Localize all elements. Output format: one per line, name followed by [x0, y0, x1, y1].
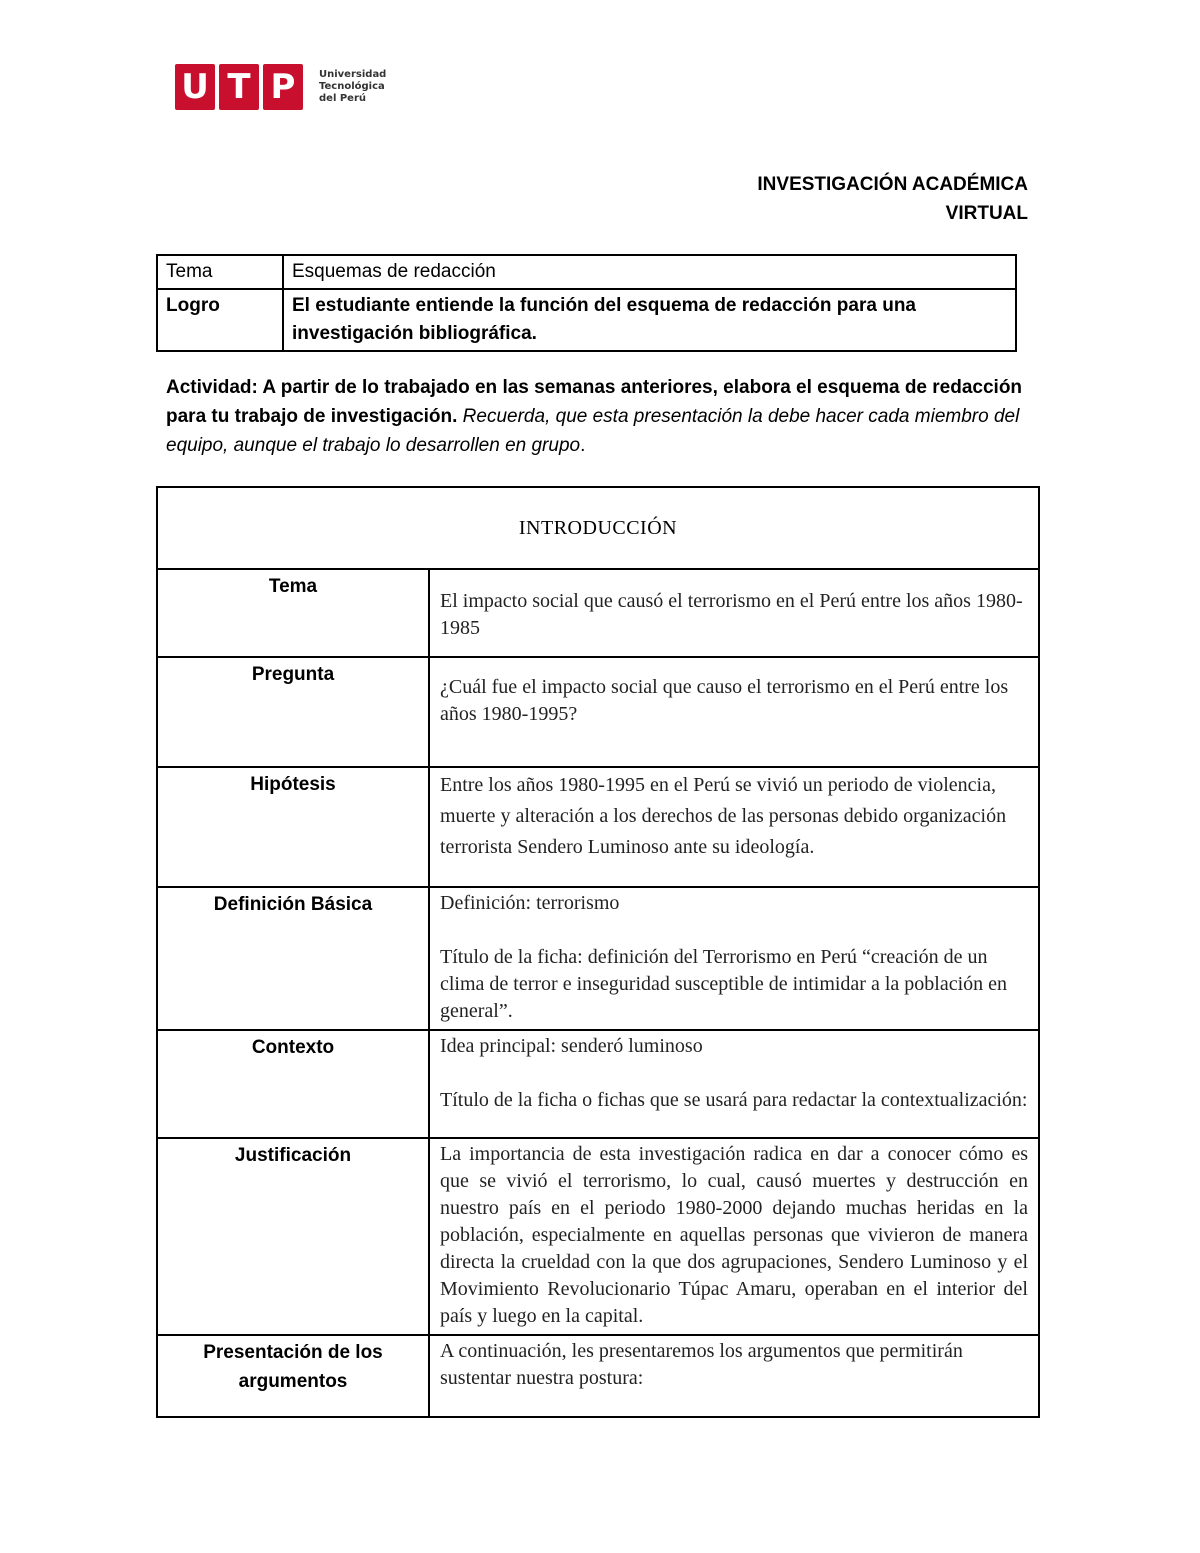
- logo-letter-t: T: [219, 64, 259, 110]
- activity-text: A partir de lo trabajado en las semanas anteriores, elabora el esquema de redacción para tu trabajo de investigación.: [166, 377, 1023, 427]
- logo-line-3: del Perú: [319, 93, 367, 104]
- logo-line-1: Universidad: [319, 69, 387, 80]
- row-text: ¿Cuál fue el impacto social que causo el terrorismo en el Perú entre los años 1980-1995?: [440, 676, 1009, 725]
- info-row-tema: [157, 255, 1016, 289]
- row-content-tema: [429, 569, 1039, 657]
- logo-letter-u: U: [175, 64, 215, 110]
- info-logro-label: Logro: [157, 289, 283, 351]
- activity-paragraph: [166, 373, 1036, 460]
- activity-end: .: [580, 435, 586, 456]
- row-label-argumentos: Presentación de los argumentos: [157, 1335, 429, 1417]
- info-table: [156, 254, 1017, 352]
- row-label-pregunta: Pregunta: [157, 657, 429, 767]
- introduction-table: [156, 486, 1040, 1418]
- row-label-justificacion: Justificación: [157, 1138, 429, 1335]
- header-line-1: INVESTIGACIÓN ACADÉMICA: [757, 174, 1028, 195]
- row-text: Definición: terrorismo: [440, 892, 620, 914]
- row-content-hipotesis: [429, 767, 1039, 887]
- row-text: Título de la ficha o fichas que se usará para redactar la contextualización:: [440, 1089, 1028, 1111]
- info-row-logro: [157, 289, 1016, 351]
- row-label-contexto: Contexto: [157, 1030, 429, 1138]
- utp-logo: [175, 64, 386, 110]
- row-content-pregunta: [429, 657, 1039, 767]
- row-definicion: [157, 887, 1039, 1030]
- row-contexto: [157, 1030, 1039, 1138]
- info-tema-label: Tema: [157, 255, 283, 289]
- row-label-tema: Tema: [157, 569, 429, 657]
- row-content-justificacion: [429, 1138, 1039, 1335]
- row-argumentos: [157, 1335, 1039, 1417]
- info-tema-value: Esquemas de redacción: [283, 255, 1016, 289]
- row-hipotesis: [157, 767, 1039, 887]
- activity-label: Actividad:: [166, 377, 258, 398]
- row-text: Título de la ficha: definición del Terrorismo en Perú “creación de un clima de terror e inseguridad susceptible de intimidar a la población en general”.: [440, 946, 1008, 1022]
- row-text: La importancia de esta investigación radica en dar a conocer cómo es que se vivió el terrorismo, lo cual, causó muertes y destrucción en nuestro país en el periodo 1980-2000 dejando muchas heridas en la población, especialmente en aquellas personas que vivieron de manera directa la crueldad con la que dos agrupaciones, Sendero Luminoso y el Movimiento Revolucionario Túpac Amaru, operaban en el interior del país y luego en la capital.: [440, 1143, 1028, 1327]
- row-text: El impacto social que causó el terrorismo en el Perú entre los años 1980-1985: [440, 590, 1023, 639]
- row-content-definicion: [429, 887, 1039, 1030]
- logo-line-2: Tecnológica: [319, 81, 385, 92]
- row-pregunta: [157, 657, 1039, 767]
- logo-letter-p: P: [263, 64, 303, 110]
- logo-letters: [175, 64, 307, 110]
- row-content-argumentos: [429, 1335, 1039, 1417]
- row-text: Entre los años 1980-1995 en el Perú se vivió un periodo de violencia, muerte y alteración a los derechos de las personas debido organización terrorista Sendero Luminoso ante su ideología.: [440, 774, 1007, 858]
- document-header: [757, 170, 1028, 228]
- info-logro-value: El estudiante entiende la función del esquema de redacción para una investigación bibliográfica.: [283, 289, 1016, 351]
- row-tema: [157, 569, 1039, 657]
- row-label-hipotesis: Hipótesis: [157, 767, 429, 887]
- logo-wordmark: [319, 69, 386, 105]
- row-content-contexto: [429, 1030, 1039, 1138]
- activity-italic-note: Recuerda, que esta presentación la debe hacer cada miembro del equipo, aunque el trabajo lo desarrollen en grupo: [166, 406, 1020, 456]
- row-justificacion: [157, 1138, 1039, 1335]
- intro-title-row: [157, 487, 1039, 569]
- row-label-definicion: Definición Básica: [157, 887, 429, 1030]
- row-text: A continuación, les presentaremos los argumentos que permitirán sustentar nuestra postura:: [440, 1340, 963, 1389]
- intro-title: INTRODUCCIÓN: [157, 487, 1039, 569]
- header-line-2: VIRTUAL: [945, 203, 1028, 224]
- row-text: Idea principal: senderó luminoso: [440, 1035, 703, 1057]
